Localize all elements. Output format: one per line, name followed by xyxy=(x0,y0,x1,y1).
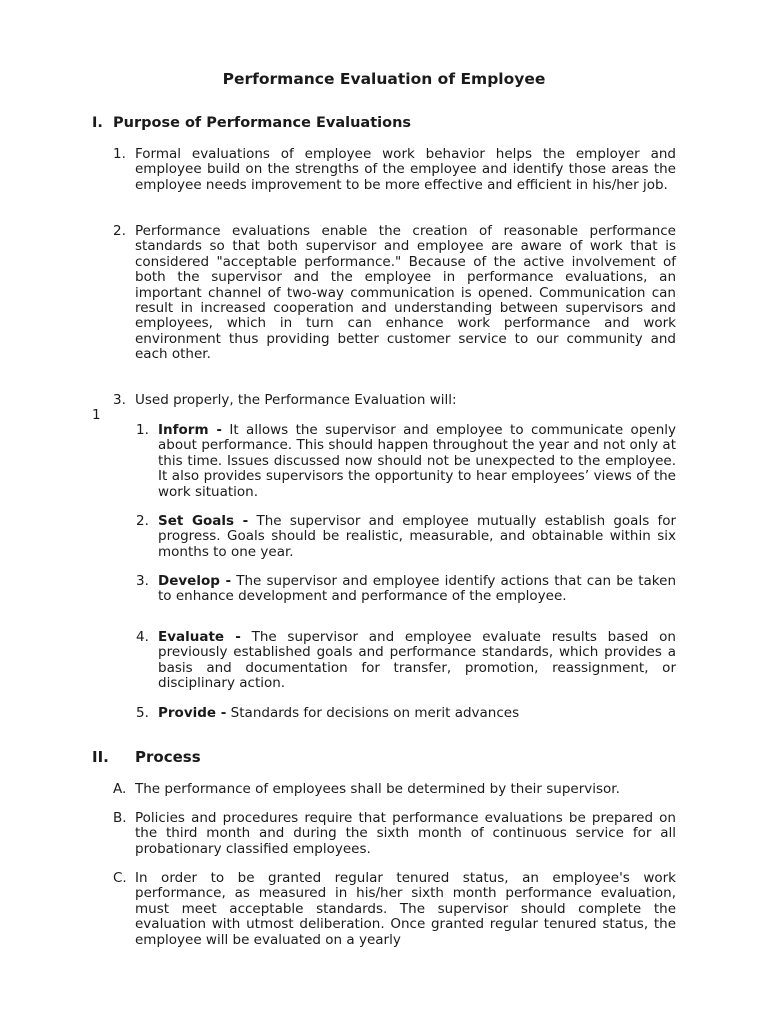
list-item xyxy=(113,811,676,857)
section-title: Purpose of Performance Evaluations xyxy=(113,115,412,131)
term-description: The supervisor and employee evaluate results based on previously established goals and performance standards, which provides a basis and documentation for transfer, promotion, reassignment, or disciplinary action. xyxy=(158,629,676,692)
list-number: B. xyxy=(113,810,127,826)
list-item xyxy=(113,224,676,363)
stray-mark: 1 xyxy=(92,407,101,423)
list-text xyxy=(158,574,676,605)
list-number: 1. xyxy=(113,146,126,162)
term-description: The supervisor and employee mutually establish goals for progress. Goals should be realistic, measurable, and obtainable within six months to one year. xyxy=(158,513,677,560)
list-number: 2. xyxy=(113,223,126,239)
list-item xyxy=(113,147,676,193)
term-description: Standards for decisions on merit advances xyxy=(226,705,520,721)
term: Inform - xyxy=(158,422,222,438)
list-text: Policies and procedures require that performance evaluations be prepared on the third month and during the sixth month of continuous service for all probationary classified employees. xyxy=(135,810,676,857)
list-item xyxy=(113,871,676,948)
list-text xyxy=(158,423,676,500)
list-number: 2. xyxy=(136,513,149,529)
list-text xyxy=(158,514,676,560)
list-item xyxy=(113,393,676,408)
list-number: 3. xyxy=(113,392,126,408)
list-text xyxy=(158,706,676,721)
list-text: Formal evaluations of employee work behavior helps the employer and employee build on the strengths of the employee and identify those areas the employee needs improvement to be more effective and efficient in his/her job. xyxy=(135,146,676,193)
list-text: Used properly, the Performance Evaluation will: xyxy=(135,392,457,408)
list-item xyxy=(113,782,676,797)
section-heading-purpose xyxy=(92,115,412,131)
term-description: The supervisor and employee identify actions that can be taken to enhance development and performance of the employee. xyxy=(158,573,677,605)
term: Evaluate - xyxy=(158,629,241,645)
document-title: Performance Evaluation of Employee xyxy=(222,70,546,88)
term: Set Goals - xyxy=(158,513,249,529)
sub-list-item xyxy=(136,630,676,692)
list-number: 4. xyxy=(136,629,149,645)
sub-list-item xyxy=(136,574,676,605)
sub-list-item xyxy=(136,514,676,560)
list-text: In order to be granted regular tenured status, an employee's work performance, as measured in his/her sixth month performance evaluation, must meet acceptable standards. The supervisor should complete the evaluation with utmost deliberation. Once granted regular tenured status, the employee will be evaluated on a yearly xyxy=(135,870,676,948)
list-number: C. xyxy=(113,870,127,886)
list-number: 1. xyxy=(136,422,149,438)
list-text: Performance evaluations enable the creation of reasonable performance standards so that both supervisor and employee are aware of work that is considered "acceptable performance." Because of the active involvement of both the supervisor and the employee in performance evaluations, an important channel of two-way communication is opened. Communication can result in increased cooperation and understanding between supervisors and employees, which in turn can enhance work performance and work environment thus providing better customer service to our community and each other. xyxy=(135,223,676,363)
sub-list-item xyxy=(136,423,676,500)
section-number: II. xyxy=(92,748,109,766)
list-text xyxy=(158,630,676,692)
term-description: It allows the supervisor and employee to communicate openly about performance. This should happen throughout the year and not only at this time. Issues discussed now should not be unexpected to the employee. It also provides supervisors the opportunity to hear employees’ views of the work situation. xyxy=(158,422,676,500)
term: Provide - xyxy=(158,705,227,721)
list-number: 5. xyxy=(136,705,149,721)
term: Develop - xyxy=(158,573,232,589)
section-heading-process xyxy=(92,748,201,766)
section-title: Process xyxy=(135,748,201,766)
list-number: 3. xyxy=(136,573,149,589)
list-text: The performance of employees shall be determined by their supervisor. xyxy=(135,781,620,797)
list-number: A. xyxy=(113,781,127,797)
sub-list-item xyxy=(136,706,676,721)
section-number: I. xyxy=(92,115,103,131)
